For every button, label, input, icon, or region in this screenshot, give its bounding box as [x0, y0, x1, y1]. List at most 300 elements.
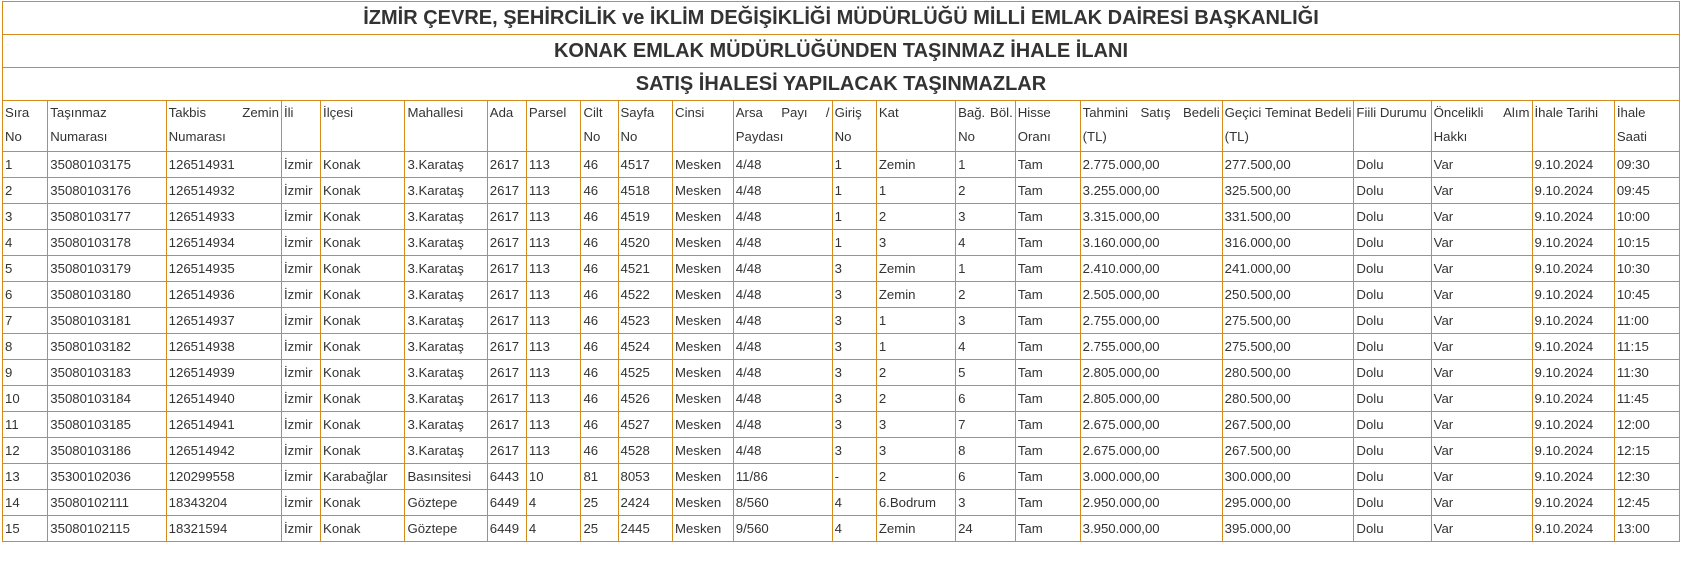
table-cell: Mesken — [673, 152, 734, 178]
table-cell: Var — [1431, 464, 1532, 490]
table-cell: Dolu — [1354, 178, 1431, 204]
table-cell: 46 — [581, 386, 618, 412]
table-cell: 113 — [526, 360, 581, 386]
table-cell: 46 — [581, 412, 618, 438]
table-cell: Var — [1431, 438, 1532, 464]
table-cell: 25 — [581, 516, 618, 542]
table-cell: 2424 — [618, 490, 673, 516]
table-cell: 9 — [3, 360, 48, 386]
table-cell: Konak — [321, 438, 405, 464]
table-cell: Dolu — [1354, 412, 1431, 438]
table-cell: 10 — [3, 386, 48, 412]
table-cell: 4 — [526, 516, 581, 542]
table-cell: 35080103184 — [48, 386, 166, 412]
table-cell: 9.10.2024 — [1532, 386, 1614, 412]
table-cell: 280.500,00 — [1222, 360, 1354, 386]
table-cell: 1 — [956, 256, 1016, 282]
column-header-row — [3, 101, 1680, 152]
table-cell: Mesken — [673, 308, 734, 334]
table-cell: 3 — [956, 308, 1016, 334]
table-cell: 2617 — [487, 360, 526, 386]
table-row — [3, 256, 1680, 282]
table-cell: 10:30 — [1614, 256, 1679, 282]
table-cell: 09:30 — [1614, 152, 1679, 178]
table-cell: 126514934 — [166, 230, 281, 256]
column-header: Cinsi — [673, 101, 734, 152]
table-cell: İzmir — [281, 308, 320, 334]
table-cell: 46 — [581, 360, 618, 386]
table-cell: 4/48 — [733, 204, 832, 230]
table-cell: 13 — [3, 464, 48, 490]
table-cell: 9.10.2024 — [1532, 464, 1614, 490]
table-row — [3, 204, 1680, 230]
table-cell: 3.Karataş — [405, 204, 487, 230]
table-cell: Konak — [321, 334, 405, 360]
table-cell: Konak — [321, 308, 405, 334]
table-cell: Konak — [321, 516, 405, 542]
table-cell: 35080103185 — [48, 412, 166, 438]
table-cell: 6 — [956, 464, 1016, 490]
table-cell: 6 — [3, 282, 48, 308]
table-cell: 8/560 — [733, 490, 832, 516]
column-header: Parsel — [526, 101, 581, 152]
table-cell: Mesken — [673, 178, 734, 204]
table-cell: Mesken — [673, 230, 734, 256]
table-cell: 2617 — [487, 386, 526, 412]
table-cell: 3 — [3, 204, 48, 230]
table-cell: 1 — [876, 178, 955, 204]
table-cell: Göztepe — [405, 490, 487, 516]
table-cell: 3.315.000,00 — [1080, 204, 1222, 230]
table-cell: 35080102111 — [48, 490, 166, 516]
table-cell: Konak — [321, 490, 405, 516]
table-cell: 2617 — [487, 334, 526, 360]
table-cell: 2617 — [487, 230, 526, 256]
table-cell: Mesken — [673, 516, 734, 542]
table-cell: 3.Karataş — [405, 178, 487, 204]
table-cell: 5 — [3, 256, 48, 282]
table-cell: 2617 — [487, 308, 526, 334]
table-cell: 120299558 — [166, 464, 281, 490]
table-cell: 3.Karataş — [405, 282, 487, 308]
table-cell: 6449 — [487, 490, 526, 516]
table-cell: 126514938 — [166, 334, 281, 360]
table-cell: Tam — [1015, 178, 1080, 204]
title-row-2 — [3, 35, 1680, 68]
table-cell: 4525 — [618, 360, 673, 386]
column-header: Taşınmaz Numarası — [48, 101, 166, 152]
table-cell: İzmir — [281, 412, 320, 438]
table-cell: Dolu — [1354, 282, 1431, 308]
column-header: Sıra No — [3, 101, 48, 152]
table-cell: Mesken — [673, 490, 734, 516]
table-cell: Var — [1431, 204, 1532, 230]
table-cell: 2 — [3, 178, 48, 204]
table-cell: Dolu — [1354, 386, 1431, 412]
table-cell: 3.Karataş — [405, 334, 487, 360]
column-header: Arsa Payı / Paydası — [733, 101, 832, 152]
column-header: İli — [281, 101, 320, 152]
table-cell: 2.755.000,00 — [1080, 308, 1222, 334]
table-cell: 46 — [581, 308, 618, 334]
table-cell: İzmir — [281, 152, 320, 178]
table-cell: 15 — [3, 516, 48, 542]
table-cell: 35080103175 — [48, 152, 166, 178]
table-cell: 2.950.000,00 — [1080, 490, 1222, 516]
table-cell: 3 — [876, 230, 955, 256]
table-cell: 6449 — [487, 516, 526, 542]
table-cell: Zemin — [876, 256, 955, 282]
table-cell: 2 — [876, 386, 955, 412]
table-cell: 126514933 — [166, 204, 281, 230]
table-cell: Tam — [1015, 386, 1080, 412]
table-cell: Var — [1431, 152, 1532, 178]
table-cell: İzmir — [281, 230, 320, 256]
table-cell: 126514931 — [166, 152, 281, 178]
table-cell: Var — [1431, 386, 1532, 412]
table-cell: Zemin — [876, 516, 955, 542]
table-cell: 1 — [956, 152, 1016, 178]
table-cell: Tam — [1015, 490, 1080, 516]
table-cell: 9.10.2024 — [1532, 334, 1614, 360]
table-cell: Var — [1431, 334, 1532, 360]
table-cell: 12:30 — [1614, 464, 1679, 490]
table-cell: 9/560 — [733, 516, 832, 542]
table-cell: Konak — [321, 360, 405, 386]
table-cell: 241.000,00 — [1222, 256, 1354, 282]
table-cell: 3 — [832, 308, 876, 334]
table-cell: Var — [1431, 256, 1532, 282]
table-cell: Mesken — [673, 438, 734, 464]
table-cell: İzmir — [281, 334, 320, 360]
table-cell: 4527 — [618, 412, 673, 438]
column-header: Fiili Durumu — [1354, 101, 1431, 152]
column-header: Kat — [876, 101, 955, 152]
table-cell: 2.755.000,00 — [1080, 334, 1222, 360]
table-cell: Tam — [1015, 464, 1080, 490]
table-cell: 14 — [3, 490, 48, 516]
table-row — [3, 230, 1680, 256]
table-cell: Göztepe — [405, 516, 487, 542]
table-cell: Konak — [321, 204, 405, 230]
table-cell: 13:00 — [1614, 516, 1679, 542]
table-cell: 3 — [876, 438, 955, 464]
table-cell: 3.160.000,00 — [1080, 230, 1222, 256]
column-header: Bağ. Böl. No — [956, 101, 1016, 152]
table-cell: Tam — [1015, 516, 1080, 542]
table-row — [3, 334, 1680, 360]
table-cell: 113 — [526, 230, 581, 256]
table-cell: İzmir — [281, 256, 320, 282]
table-cell: 267.500,00 — [1222, 412, 1354, 438]
table-cell: 9.10.2024 — [1532, 438, 1614, 464]
table-cell: 8 — [3, 334, 48, 360]
table-cell: 6 — [956, 386, 1016, 412]
table-cell: 11:15 — [1614, 334, 1679, 360]
table-cell: 4517 — [618, 152, 673, 178]
table-row — [3, 490, 1680, 516]
table-cell: 35080103183 — [48, 360, 166, 386]
table-cell: 4/48 — [733, 334, 832, 360]
table-cell: Tam — [1015, 152, 1080, 178]
table-cell: 331.500,00 — [1222, 204, 1354, 230]
table-cell: 126514942 — [166, 438, 281, 464]
table-cell: 4 — [832, 490, 876, 516]
column-header: Sayfa No — [618, 101, 673, 152]
table-cell: 3.Karataş — [405, 412, 487, 438]
table-cell: 46 — [581, 334, 618, 360]
table-cell: 7 — [956, 412, 1016, 438]
table-cell: 9.10.2024 — [1532, 204, 1614, 230]
table-cell: 18321594 — [166, 516, 281, 542]
table-cell: Var — [1431, 412, 1532, 438]
table-cell: Tam — [1015, 360, 1080, 386]
table-cell: 2.775.000,00 — [1080, 152, 1222, 178]
table-cell: 35080103177 — [48, 204, 166, 230]
table-cell: İzmir — [281, 178, 320, 204]
table-cell: 9.10.2024 — [1532, 308, 1614, 334]
table-cell: 3.255.000,00 — [1080, 178, 1222, 204]
table-cell: 46 — [581, 152, 618, 178]
table-cell: 2.505.000,00 — [1080, 282, 1222, 308]
table-cell: 1 — [3, 152, 48, 178]
table-cell: Var — [1431, 490, 1532, 516]
table-cell: 10:15 — [1614, 230, 1679, 256]
table-cell: 35080103182 — [48, 334, 166, 360]
table-cell: 35080103186 — [48, 438, 166, 464]
table-row — [3, 438, 1680, 464]
table-cell: 12:00 — [1614, 412, 1679, 438]
table-cell: 4521 — [618, 256, 673, 282]
table-cell: 2617 — [487, 204, 526, 230]
table-cell: 3 — [956, 204, 1016, 230]
table-row — [3, 152, 1680, 178]
table-cell: 2445 — [618, 516, 673, 542]
table-cell: Tam — [1015, 256, 1080, 282]
table-cell: Dolu — [1354, 360, 1431, 386]
table-cell: 3 — [832, 386, 876, 412]
table-cell: 3.000.000,00 — [1080, 464, 1222, 490]
table-cell: İzmir — [281, 282, 320, 308]
table-cell: Mesken — [673, 386, 734, 412]
table-cell: Var — [1431, 230, 1532, 256]
table-cell: Tam — [1015, 438, 1080, 464]
table-cell: 1 — [832, 204, 876, 230]
table-cell: Mesken — [673, 412, 734, 438]
table-cell: 2.675.000,00 — [1080, 412, 1222, 438]
table-cell: 4 — [956, 334, 1016, 360]
table-row — [3, 464, 1680, 490]
table-cell: Konak — [321, 412, 405, 438]
table-cell: Var — [1431, 516, 1532, 542]
table-cell: 46 — [581, 438, 618, 464]
column-header: Mahallesi — [405, 101, 487, 152]
column-header: Tahmini Satış Bedeli (TL) — [1080, 101, 1222, 152]
table-cell: 4 — [956, 230, 1016, 256]
table-row — [3, 386, 1680, 412]
table-cell: Konak — [321, 256, 405, 282]
table-cell: 4526 — [618, 386, 673, 412]
table-cell: 126514935 — [166, 256, 281, 282]
table-cell: 295.000,00 — [1222, 490, 1354, 516]
table-cell: 3 — [832, 334, 876, 360]
table-cell: Basınsitesi — [405, 464, 487, 490]
table-cell: 8053 — [618, 464, 673, 490]
table-cell: 126514940 — [166, 386, 281, 412]
table-cell: 4520 — [618, 230, 673, 256]
table-cell: Dolu — [1354, 204, 1431, 230]
table-cell: 35080103181 — [48, 308, 166, 334]
table-cell: 9.10.2024 — [1532, 516, 1614, 542]
table-cell: 3 — [876, 412, 955, 438]
table-cell: Konak — [321, 230, 405, 256]
table-cell: 277.500,00 — [1222, 152, 1354, 178]
table-cell: Dolu — [1354, 256, 1431, 282]
table-cell: 2.805.000,00 — [1080, 386, 1222, 412]
table-cell: Mesken — [673, 334, 734, 360]
table-cell: 280.500,00 — [1222, 386, 1354, 412]
table-row — [3, 308, 1680, 334]
table-cell: 4519 — [618, 204, 673, 230]
table-cell: 9.10.2024 — [1532, 178, 1614, 204]
table-cell: 2 — [956, 178, 1016, 204]
table-cell: 1 — [876, 334, 955, 360]
table-cell: 316.000,00 — [1222, 230, 1354, 256]
table-cell: 2617 — [487, 152, 526, 178]
table-cell: 25 — [581, 490, 618, 516]
table-cell: 35080102115 — [48, 516, 166, 542]
table-cell: 46 — [581, 204, 618, 230]
table-cell: Tam — [1015, 412, 1080, 438]
table-cell: 126514939 — [166, 360, 281, 386]
table-cell: 9.10.2024 — [1532, 230, 1614, 256]
table-cell: İzmir — [281, 204, 320, 230]
table-cell: Mesken — [673, 360, 734, 386]
table-cell: 325.500,00 — [1222, 178, 1354, 204]
table-cell: 4/48 — [733, 308, 832, 334]
table-cell: Zemin — [876, 152, 955, 178]
table-cell: Var — [1431, 178, 1532, 204]
table-cell: 9.10.2024 — [1532, 152, 1614, 178]
table-cell: Karabağlar — [321, 464, 405, 490]
table-cell: 12:45 — [1614, 490, 1679, 516]
table-cell: 250.500,00 — [1222, 282, 1354, 308]
table-cell: 1 — [832, 230, 876, 256]
table-cell: Dolu — [1354, 464, 1431, 490]
column-header: Takbis Zemin Numarası — [166, 101, 281, 152]
table-cell: 11 — [3, 412, 48, 438]
table-cell: 9.10.2024 — [1532, 282, 1614, 308]
table-cell: 4/48 — [733, 386, 832, 412]
table-cell: Dolu — [1354, 334, 1431, 360]
table-cell: 12 — [3, 438, 48, 464]
table-cell: İzmir — [281, 360, 320, 386]
table-cell: 4/48 — [733, 282, 832, 308]
table-cell: 113 — [526, 412, 581, 438]
table-cell: 4/48 — [733, 256, 832, 282]
table-cell: 113 — [526, 438, 581, 464]
table-cell: 2 — [876, 360, 955, 386]
table-cell: İzmir — [281, 386, 320, 412]
table-cell: Tam — [1015, 204, 1080, 230]
table-cell: 3.Karataş — [405, 360, 487, 386]
title-row-3 — [3, 68, 1680, 101]
table-cell: 8 — [956, 438, 1016, 464]
table-cell: Dolu — [1354, 438, 1431, 464]
table-cell: 10 — [526, 464, 581, 490]
table-cell: 3.Karataş — [405, 438, 487, 464]
table-cell: 11:30 — [1614, 360, 1679, 386]
table-cell: 3 — [832, 438, 876, 464]
table-cell: 300.000,00 — [1222, 464, 1354, 490]
table-cell: Tam — [1015, 282, 1080, 308]
table-row — [3, 516, 1680, 542]
table-cell: 46 — [581, 256, 618, 282]
table-cell: 4 — [3, 230, 48, 256]
table-cell: 3 — [832, 282, 876, 308]
table-cell: İzmir — [281, 464, 320, 490]
table-cell: Mesken — [673, 464, 734, 490]
table-cell: 4518 — [618, 178, 673, 204]
table-cell: Dolu — [1354, 516, 1431, 542]
table-cell: 10:00 — [1614, 204, 1679, 230]
table-cell: 2617 — [487, 282, 526, 308]
table-cell: 395.000,00 — [1222, 516, 1354, 542]
column-header: İhale Tarihi — [1532, 101, 1614, 152]
table-cell: 9.10.2024 — [1532, 360, 1614, 386]
table-row — [3, 360, 1680, 386]
table-cell: 2.675.000,00 — [1080, 438, 1222, 464]
table-cell: 113 — [526, 178, 581, 204]
table-cell: 10:45 — [1614, 282, 1679, 308]
table-cell: 35080103179 — [48, 256, 166, 282]
table-cell: Dolu — [1354, 308, 1431, 334]
table-cell: 9.10.2024 — [1532, 412, 1614, 438]
column-header: Öncelikli Alım Hakkı — [1431, 101, 1532, 152]
table-row — [3, 282, 1680, 308]
column-header: İlçesi — [321, 101, 405, 152]
table-cell: 113 — [526, 308, 581, 334]
table-cell: 275.500,00 — [1222, 334, 1354, 360]
table-cell: 2617 — [487, 256, 526, 282]
table-cell: Tam — [1015, 334, 1080, 360]
table-cell: 3.Karataş — [405, 386, 487, 412]
table-cell: 35080103178 — [48, 230, 166, 256]
table-cell: 4 — [832, 516, 876, 542]
table-cell: 113 — [526, 334, 581, 360]
table-cell: 3.Karataş — [405, 256, 487, 282]
table-cell: 46 — [581, 282, 618, 308]
table-cell: 2 — [876, 464, 955, 490]
table-cell: 5 — [956, 360, 1016, 386]
table-cell: 35080103180 — [48, 282, 166, 308]
table-cell: 2.805.000,00 — [1080, 360, 1222, 386]
column-header: Ada — [487, 101, 526, 152]
column-header: Giriş No — [832, 101, 876, 152]
table-cell: 24 — [956, 516, 1016, 542]
table-cell: 4/48 — [733, 178, 832, 204]
table-cell: 4/48 — [733, 360, 832, 386]
table-cell: 2617 — [487, 438, 526, 464]
table-cell: 126514937 — [166, 308, 281, 334]
table-cell: Mesken — [673, 282, 734, 308]
table-cell: 126514941 — [166, 412, 281, 438]
table-cell: 1 — [832, 178, 876, 204]
table-row — [3, 178, 1680, 204]
table-cell: Var — [1431, 360, 1532, 386]
title-row-1 — [3, 2, 1680, 35]
table-cell: 6443 — [487, 464, 526, 490]
